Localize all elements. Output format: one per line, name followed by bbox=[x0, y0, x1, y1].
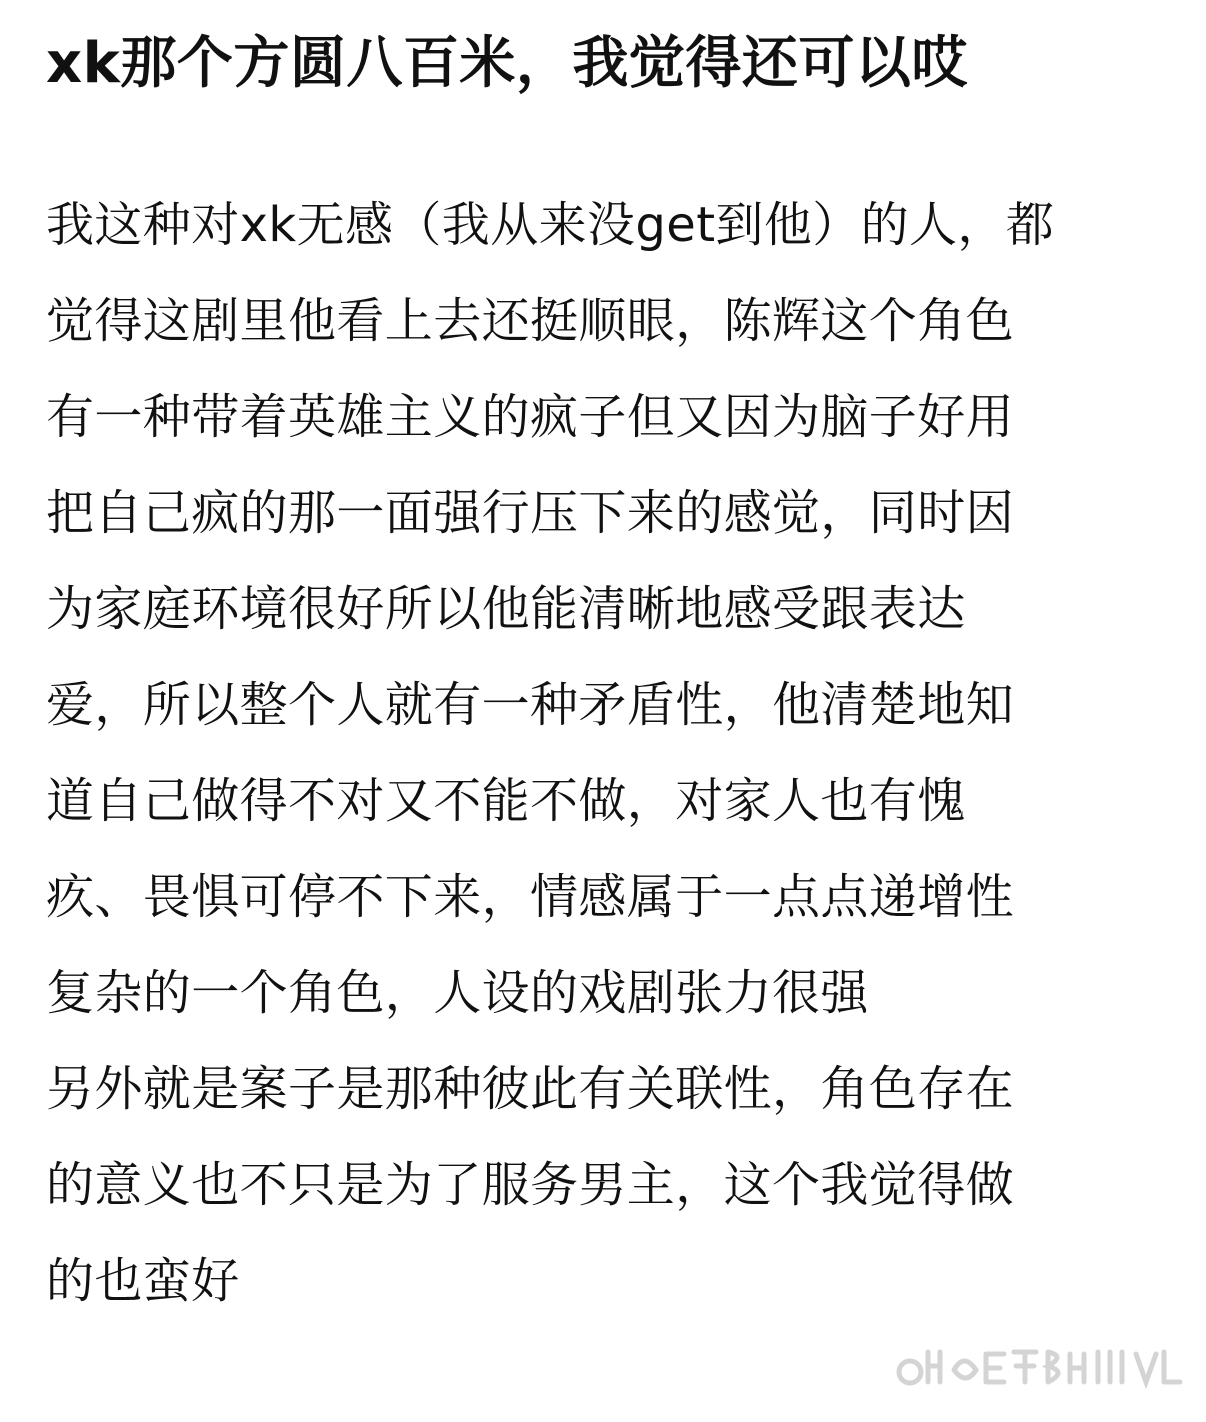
body-line: 我这种对xk无感（我从来没get到他）的人，都 bbox=[46, 197, 1055, 253]
body-line: 道自己做得不对又不能不做，对家人也有愧 bbox=[46, 773, 966, 829]
body-line: 爱，所以整个人就有一种矛盾性，他清楚地知 bbox=[46, 677, 1015, 733]
body-line: 为家庭环境很好所以他能清晰地感受跟表达 bbox=[46, 581, 966, 637]
body-line: 另外就是案子是那种彼此有关联性，角色存在 bbox=[46, 1061, 1015, 1117]
platform-watermark-icon bbox=[888, 1332, 1188, 1400]
body-line: 的意义也不只是为了服务男主，这个我觉得做 bbox=[46, 1157, 1015, 1213]
body-line: 觉得这剧里他看上去还挺顺眼，陈辉这个角色 bbox=[46, 293, 1015, 349]
post-body bbox=[46, 177, 1176, 1329]
body-line: 的也蛮好 bbox=[46, 1253, 240, 1309]
body-line: 复杂的一个角色，人设的戏剧张力很强 bbox=[46, 965, 869, 1021]
body-line: 疚、畏惧可停不下来，情感属于一点点递增性 bbox=[46, 869, 1015, 925]
body-line: 有一种带着英雄主义的疯子但又因为脑子好用 bbox=[46, 389, 1015, 445]
post-title: xk那个方圆八百米，我觉得还可以哎 bbox=[46, 31, 968, 96]
body-line: 把自己疯的那一面强行压下来的感觉，同时因 bbox=[46, 485, 1015, 541]
